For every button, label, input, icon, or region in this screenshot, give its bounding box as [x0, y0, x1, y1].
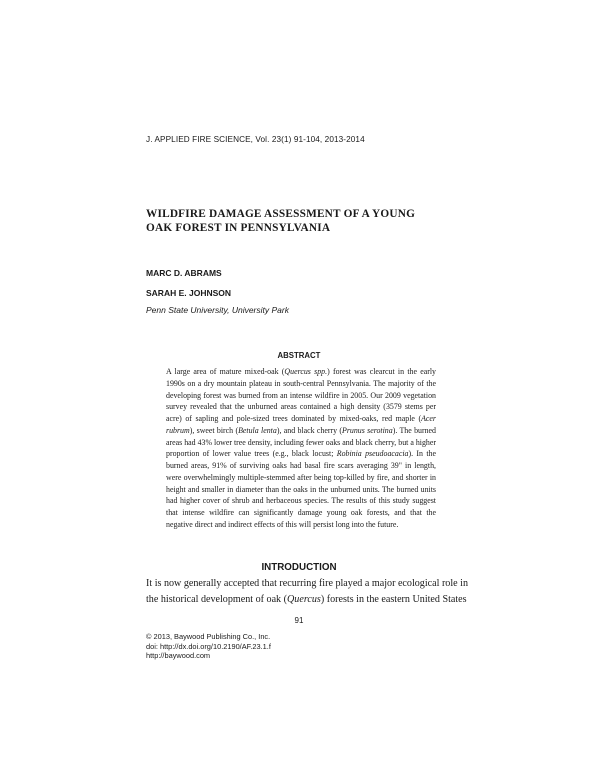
intro-text: ) forests in the eastern United States	[320, 593, 467, 605]
doi-line: doi: http://dx.doi.org/10.2190/AF.23.1.f	[146, 641, 271, 651]
article-title	[146, 208, 415, 235]
copyright-line: © 2013, Baywood Publishing Co., Inc.	[146, 632, 271, 641]
abstract-italic: Quercus spp.	[284, 367, 328, 376]
abstract-text: ) forest was clearcut in the early 1990s on a dry mountain plateau in south-central Pennsylvania. The majority of the developing forest was burned from an intense wildfire in 2005. Our 2009 vegetation survey revealed that the unburned areas contained a high density (3579 stems per acre) of sapling and pole-sized trees dominated by mixed-oaks, red maple (	[166, 367, 436, 423]
intro-text: the historical development of oak (	[146, 593, 287, 605]
abstract-text: A large area of mature mixed-oak (	[166, 367, 285, 376]
author-name: MARC D. ABRAMS	[146, 268, 222, 278]
abstract-text: ), and black cherry (	[276, 425, 342, 435]
website-line: http://baywood.com	[146, 651, 211, 661]
page-number: 91	[294, 616, 304, 625]
journal-citation: J. APPLIED FIRE SCIENCE, Vol. 23(1) 91-104, 2013-2014	[146, 135, 365, 144]
abstract-italic: Robinia pseudoacacia	[336, 449, 409, 459]
author-name: SARAH E. JOHNSON	[146, 288, 232, 298]
abstract-text: ). The burned areas had 43% lower tree density, including fewer oaks and black cherry, but a higher proportion of lower value trees (e.g., black locust;	[166, 425, 437, 459]
abstract-heading: ABSTRACT	[277, 351, 321, 360]
abstract-italic: Prunus serotina	[342, 425, 393, 435]
abstract-italic: Acer rubrum	[166, 414, 436, 435]
section-heading: INTRODUCTION	[261, 562, 337, 573]
intro-italic: Quercus	[287, 593, 321, 605]
introduction-body	[146, 576, 469, 607]
title-line-2: OAK FOREST IN PENNSYLVANIA	[146, 221, 331, 234]
publisher-footer	[146, 632, 271, 661]
intro-line-1: It is now generally accepted that recurring fire played a major ecological role in	[146, 578, 469, 589]
abstract-body	[166, 366, 436, 531]
title-line-1: WILDFIRE DAMAGE ASSESSMENT OF A YOUNG	[146, 208, 416, 220]
abstract-text: ). In the burned areas, 91% of surviving oaks had basal fire scars averaging 39" in length, were overwhelmingly multiple-stemmed after being top-killed by fire, and shorter in height and smaller in diameter than the oaks in the unburned units. The burned units had higher cover of shrub and herbaceous species. The results of this study suggest that intense wildfire can significantly damage young oak forests, and that the negative direct and indirect effects of this will persist long into the future.	[166, 449, 436, 529]
intro-line-2	[146, 592, 467, 608]
abstract-text: ), sweet birch (	[189, 425, 239, 435]
abstract-italic: Betula lenta	[238, 425, 277, 435]
author-affiliation: Penn State University, University Park	[146, 305, 289, 315]
